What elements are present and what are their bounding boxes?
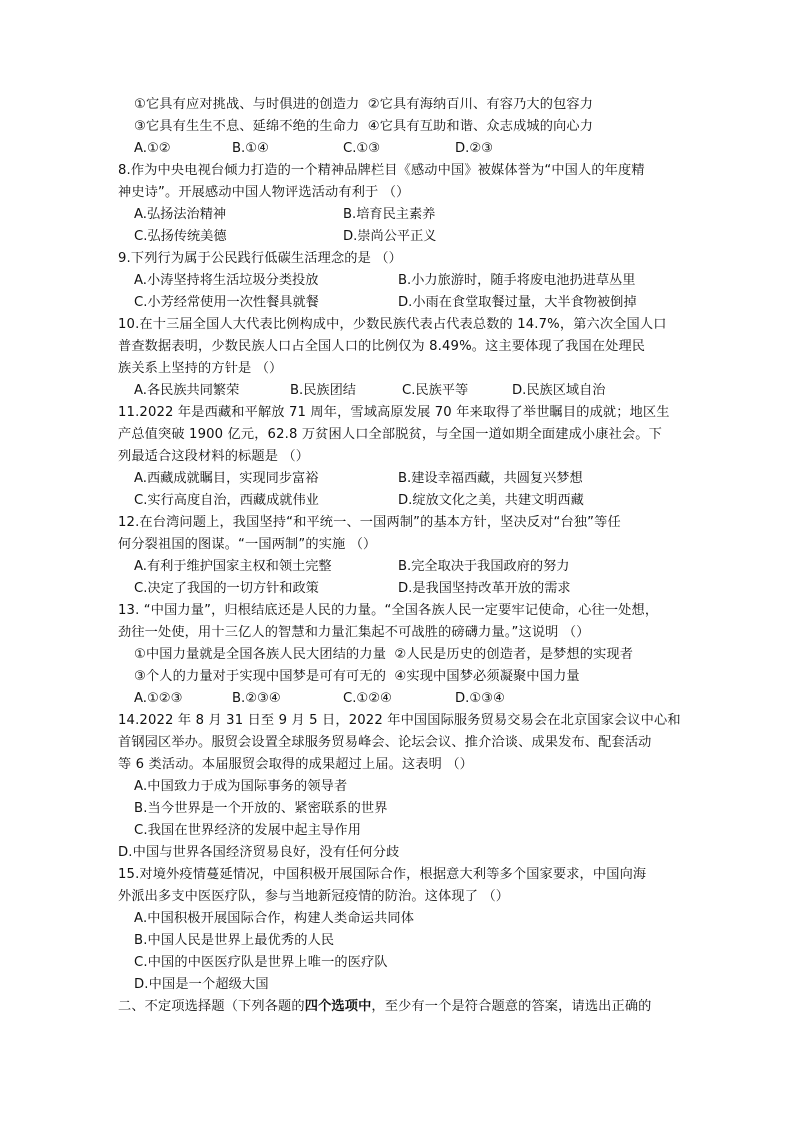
q14-stem-line-1: 14.2022 年 8 月 31 日至 9 月 5 日，2022 年中国国际服务贸易交易会在北京国家会议中心和	[118, 713, 681, 728]
q14-option-d: D.中国与世界各国经济贸易良好，没有任何分歧	[118, 845, 400, 860]
q12-stem-line-2: 何分裂祖国的图谋。“一国两制”的实施 （）	[118, 537, 377, 552]
q7-statement-4: ④它具有互助和谐、众志成城的向心力	[367, 119, 594, 134]
q13-option-a: A.①②③	[134, 691, 183, 706]
q13-stem-line-2: 劲往一处使，用十三亿人的智慧和力量汇集起不可战胜的磅礴力量。”这说明 （）	[118, 625, 590, 640]
q15-option-a: A.中国积极开展国际合作，构建人类命运共同体	[134, 911, 415, 926]
q13-option-d: D.①③④	[455, 691, 505, 706]
q7-statement-3: ③它具有生生不息、延绵不绝的生命力	[134, 119, 360, 134]
q7-statement-row	[134, 116, 593, 138]
q13-statement-3: ③个人的力量对于实现中国梦是可有可无的	[134, 669, 387, 684]
q9-stem-line-1: 9.下列行为属于公民践行低碳生活理念的是 （）	[118, 251, 402, 266]
q11-option-c: C.实行高度自治，西藏成就伟业	[134, 493, 319, 508]
q11-stem-line-2: 产总值突破 1900 亿元，62.8 万贫困人口全部脱贫，与全国一道如期全面建成小康社会。下	[118, 427, 662, 442]
q11-option-d: D.绽放文化之美，共建文明西藏	[398, 493, 584, 508]
q13-statement-row	[134, 644, 633, 666]
q8-option-a: A.弘扬法治精神	[134, 207, 227, 222]
q15-option-b: B.中国人民是世界上最优秀的人民	[134, 933, 335, 948]
q13-option-b: B.②③④	[232, 691, 281, 706]
q9-option-d: D.小雨在食堂取餐过量，大半食物被倒掉	[398, 295, 637, 310]
q7-option-d: D.②③	[455, 141, 493, 156]
q10-stem-line-2: 普查数据表明，少数民族人口占全国人口的比例仅为 8.49%。这主要体现了我国在处理民	[118, 339, 646, 354]
q10-option-c: C.民族平等	[402, 383, 469, 398]
q12-option-c: C.决定了我国的一切方针和政策	[134, 581, 319, 596]
q11-stem-line-3: 列最适合这段材料的标题是 （）	[118, 449, 310, 464]
q14-option-a: A.中国致力于成为国际事务的领导者	[134, 779, 348, 794]
q11-stem-line-1: 11.2022 年是西藏和平解放 71 周年，雪域高原发展 70 年来取得了举世瞩目的成就；地区生	[118, 405, 670, 420]
q7-statement-row	[134, 94, 593, 116]
q11-option-b: B.建设幸福西藏，共圆复兴梦想	[398, 471, 583, 486]
q7-option-b: B.①④	[232, 141, 269, 156]
q7-statement-2: ②它具有海纳百川、有容乃大的包容力	[367, 97, 594, 112]
q13-stem-line-1: 13. “中国力量”，归根结底还是人民的力量。“全国各族人民一定要牢记使命，心往一处想，	[118, 603, 659, 618]
section-2-heading-part-1: 二、不定项选择题（下列各题的	[118, 999, 305, 1014]
q7-option-a: A.①②	[134, 141, 171, 156]
q13-statement-4: ④实现中国梦必须凝聚中国力量	[394, 669, 580, 684]
q12-option-a: A.有利于维护国家主权和领土完整	[134, 559, 332, 574]
q15-option-d: D.中国是一个超级大国	[134, 977, 269, 992]
q15-stem-line-1: 15.对境外疫情蔓延情况，中国积极开展国际合作，根据意大利等多个国家要求，中国向海	[118, 867, 647, 882]
section-2-heading	[118, 996, 652, 1018]
q13-statement-2: ②人民是历史的创造者，是梦想的实现者	[394, 647, 634, 662]
q7-option-c: C.①③	[343, 141, 381, 156]
q10-option-d: D.民族区域自治	[512, 383, 606, 398]
q12-stem-line-1: 12.在台湾问题上，我国坚持“和平统一、一国两制”的基本方针，坚决反对“台独”等任	[118, 515, 621, 530]
q11-option-a: A.西藏成就瞩目，实现同步富裕	[134, 471, 319, 486]
q15-stem-line-2: 外派出多支中医医疗队，参与当地新冠疫情的防治。这体现了 （）	[118, 889, 510, 904]
q14-stem-line-2: 首钢园区举办。服贸会设置全球服务贸易峰会、论坛会议、推介洽谈、成果发布、配套活动	[118, 735, 652, 750]
q15-option-c: C.中国的中医医疗队是世界上唯一的医疗队	[134, 955, 388, 970]
q13-statement-row	[134, 666, 580, 688]
q8-stem-line-2: 神史诗”。开展感动中国人物评选活动有利于 （）	[118, 185, 410, 200]
q9-option-c: C.小芳经常使用一次性餐具就餐	[134, 295, 319, 310]
q13-statement-1: ①中国力量就是全国各族人民大团结的力量	[134, 647, 387, 662]
q8-option-d: D.崇尚公平正义	[343, 229, 437, 244]
q10-stem-line-3: 族关系上坚持的方针是 （）	[118, 361, 283, 376]
section-2-heading-part-2: ，至少有一个是符合题意的答案，请选出正确的	[371, 999, 652, 1014]
q14-stem-line-3: 等 6 类活动。本届服贸会取得的成果超过上届。这表明 （）	[118, 757, 474, 772]
q14-option-b: B.当今世界是一个开放的、紧密联系的世界	[134, 801, 388, 816]
q10-stem-line-1: 10.在十三届全国人大代表比例构成中，少数民族代表占代表总数的 14.7%，第六次全国人口	[118, 317, 667, 332]
q9-option-b: B.小力旅游时，随手将废电池扔进草丛里	[398, 273, 636, 288]
q7-statement-1: ①它具有应对挑战、与时俱进的创造力	[134, 97, 360, 112]
q10-option-a: A.各民族共同繁荣	[134, 383, 240, 398]
q9-option-a: A.小涛坚持将生活垃圾分类投放	[134, 273, 319, 288]
q12-option-b: B.完全取决于我国政府的努力	[398, 559, 570, 574]
section-2-heading-emphasis: 四个选项中	[304, 999, 372, 1014]
q8-stem-line-1: 8.作为中央电视台倾力打造的一个精神品牌栏目《感动中国》被媒体誉为“中国人的年度精	[118, 163, 645, 178]
q8-option-c: C.弘扬传统美德	[134, 229, 227, 244]
q8-option-b: B.培育民主素养	[343, 207, 436, 222]
q12-option-d: D.是我国坚持改革开放的需求	[398, 581, 571, 596]
q10-option-b: B.民族团结	[290, 383, 356, 398]
q13-option-c: C.①②④	[343, 691, 392, 706]
q14-option-c: C.我国在世界经济的发展中起主导作用	[134, 823, 362, 838]
